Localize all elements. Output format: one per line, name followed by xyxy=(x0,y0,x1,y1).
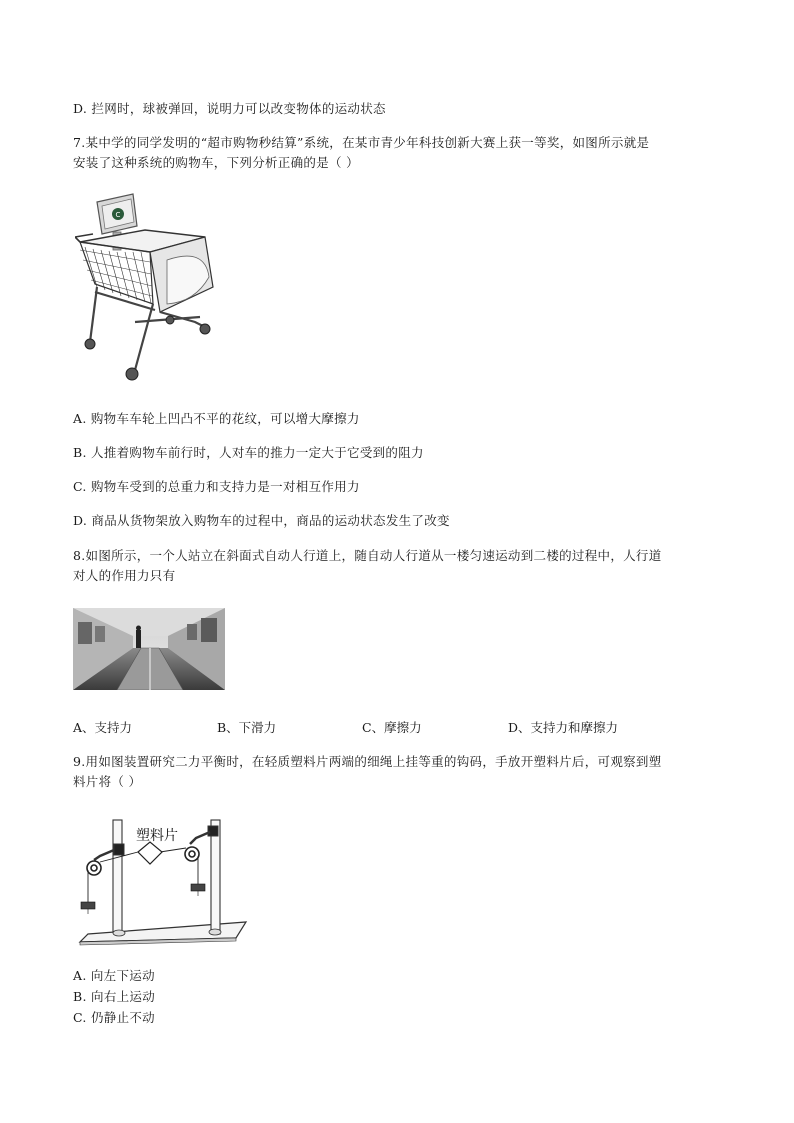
moving-walkway-photo xyxy=(73,608,225,690)
q9-option-a: A. 向左下运动 xyxy=(73,968,155,983)
q8-stem-line2: 对人的作用力只有 xyxy=(73,568,176,583)
q9-option-b: B. 向右上运动 xyxy=(73,989,156,1004)
svg-text:C: C xyxy=(115,211,121,219)
q7-option-d: D. 商品从货物架放入购物车的过程中，商品的运动状态发生了改变 xyxy=(73,513,450,528)
q7-stem-line2: 安装了这种系统的购物车，下列分析正确的是（ ） xyxy=(73,155,359,170)
shopping-cart-figure xyxy=(75,192,225,387)
q8-option-d: D、支持力和摩擦力 xyxy=(508,720,619,735)
plastic-card-label: 塑料片 xyxy=(136,828,178,844)
q9-option-c: C. 仍静止不动 xyxy=(73,1010,155,1025)
q7-option-a: A. 购物车车轮上凹凸不平的花纹，可以增大摩擦力 xyxy=(73,411,360,426)
q7-stem-line1: 7.某中学的同学发明的“超市购物秒结算”系统，在某市青少年科技创新大赛上获一等奖，如图所示就是 xyxy=(73,135,650,150)
q7-option-c: C. 购物车受到的总重力和支持力是一对相互作用力 xyxy=(73,479,360,494)
two-force-balance-apparatus xyxy=(78,812,250,947)
q8-option-b: B、下滑力 xyxy=(217,720,277,735)
q8-option-a: A、支持力 xyxy=(73,720,133,735)
q6-option-d: D. 拦网时，球被弹回，说明力可以改变物体的运动状态 xyxy=(73,101,386,116)
q9-stem-line2: 料片将（ ） xyxy=(73,774,142,789)
q9-stem-line1: 9.用如图装置研究二力平衡时，在轻质塑料片两端的细绳上挂等重的钩码，手放开塑料片后，可观察到塑 xyxy=(73,754,662,769)
left-stand xyxy=(94,820,125,936)
q8-option-c: C、摩擦力 xyxy=(362,720,422,735)
plastic-card xyxy=(138,842,162,864)
apparatus-base xyxy=(80,922,246,945)
q7-option-b: B. 人推着购物车前行时，人对车的推力一定大于它受到的阻力 xyxy=(73,445,424,460)
hanging-weights xyxy=(81,884,205,914)
person-silhouette xyxy=(136,630,141,648)
right-stand xyxy=(190,820,221,935)
q8-stem-line1: 8.如图所示，一个人站立在斜面式自动人行道上，随自动人行道从一楼匀速运动到二楼的过程中，人行道 xyxy=(73,548,662,563)
q8-options-row xyxy=(73,718,733,738)
